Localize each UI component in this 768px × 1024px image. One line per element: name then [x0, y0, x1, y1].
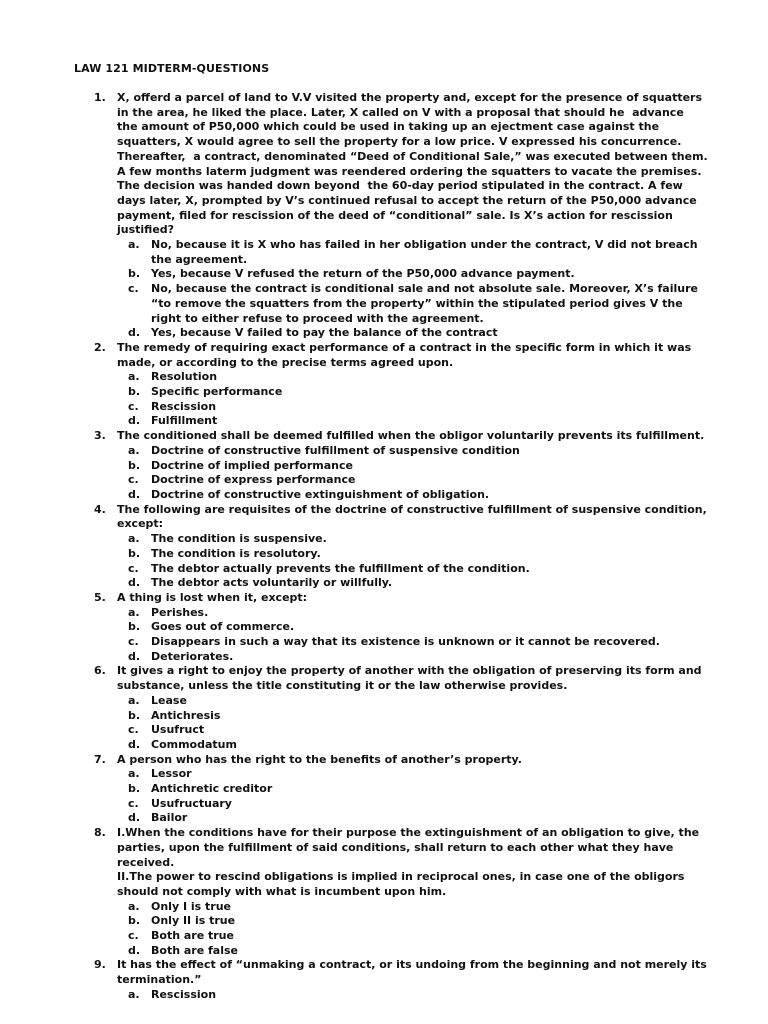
option-text: Antichretic creditor — [151, 782, 273, 796]
answer-options — [117, 694, 708, 753]
answer-option — [117, 650, 708, 665]
option-letter: c. — [128, 561, 139, 575]
question-text: X, offerd a parcel of land to V.V visited the property and, except for the presence of squatters in the area, he liked the place. Later, X called on V with a proposal that should he advance the amount of P50,000 which could be used in taking up an ejectment case against the squatters, X would agree to sell the property for a low price. V expressed his concurrence. Thereafter, a contract, denominated “Deed of Conditional Sale,” was executed between them. A few months laterm judgment was reendered ordering the squatters to vacate the premises. The decision was handed down beyond the 60-day period stipulated in the contract. A few days later, X, prompted by V’s continued refusal to accept the return of the P50,000 advance payment, filed for rescission of the deed of “conditional” sale. Is X’s action for rescission justified? — [117, 91, 716, 237]
option-letter: a. — [128, 443, 140, 457]
option-text: Yes, because V failed to pay the balance of the contract — [151, 326, 498, 340]
option-text: Fulfillment — [151, 414, 218, 428]
answer-option — [117, 576, 708, 591]
option-text: Resolution — [151, 370, 218, 384]
answer-option — [117, 267, 708, 282]
option-letter: b. — [128, 620, 141, 634]
option-letter: b. — [128, 546, 141, 560]
question-item — [0, 958, 768, 1002]
answer-option — [117, 473, 708, 488]
option-letter: b. — [128, 782, 141, 796]
question-text: It gives a right to enjoy the property of another with the obligation of preserving its form and substance, unless the title constituting it or the law otherwise provides. — [117, 664, 706, 693]
answer-option — [117, 900, 708, 915]
option-letter: c. — [128, 929, 139, 943]
answer-option — [117, 238, 708, 267]
option-text: The debtor actually prevents the fulfillment of the condition. — [151, 561, 530, 575]
answer-option — [117, 797, 708, 812]
answer-options — [117, 900, 708, 959]
document-title: LAW 121 MIDTERM-QUESTIONS — [74, 62, 270, 75]
question-text: I.When the conditions have for their purpose the extinguishment of an obligation to give, the parties, upon the fulfillment of said conditions, shall return to each other what they have received. II.The power to rescind obligations is implied in reciprocal ones, in case one of the obligors should not comply with what is incumbent upon him. — [117, 826, 700, 898]
question-item — [0, 826, 768, 958]
answer-option — [117, 488, 708, 503]
option-text: Deteriorates. — [151, 649, 234, 663]
answer-option — [117, 414, 708, 429]
option-letter: b. — [128, 267, 141, 281]
question-number: 6. — [94, 664, 106, 678]
option-letter: d. — [128, 414, 141, 428]
option-text: Specific performance — [151, 385, 283, 399]
option-text: Usufruct — [151, 723, 205, 737]
option-letter: a. — [128, 238, 140, 252]
question-item — [0, 503, 768, 591]
option-text: No, because it is X who has failed in her obligation under the contract, V did not breach the agreement. — [151, 238, 698, 266]
option-letter: b. — [128, 708, 141, 722]
option-letter: c. — [128, 399, 139, 413]
answer-option — [117, 385, 708, 400]
option-text: Antichresis — [151, 708, 221, 722]
option-letter: b. — [128, 458, 141, 472]
option-text: Doctrine of constructive extinguishment of obligation. — [151, 487, 490, 501]
option-letter: d. — [128, 943, 141, 957]
option-letter: d. — [128, 487, 141, 501]
question-item — [0, 429, 768, 503]
option-letter: d. — [128, 811, 141, 825]
answer-option — [117, 723, 708, 738]
option-letter: a. — [128, 532, 140, 546]
answer-option — [117, 709, 708, 724]
answer-option — [117, 444, 708, 459]
answer-option — [117, 635, 708, 650]
option-text: The condition is suspensive. — [151, 532, 327, 546]
option-text: Doctrine of constructive fulfillment of suspensive condition — [151, 443, 520, 457]
answer-option — [117, 782, 708, 797]
option-text: Lessor — [151, 767, 192, 781]
option-letter: c. — [128, 723, 139, 737]
option-text: Commodatum — [151, 737, 237, 751]
answer-options — [117, 532, 708, 591]
option-text: The condition is resolutory. — [151, 546, 321, 560]
option-letter: c. — [128, 282, 139, 296]
question-item — [0, 341, 768, 429]
option-text: No, because the contract is conditional sale and not absolute sale. Moreover, X’s failure “to remove the squatters from the property” within the stipulated period gives V the right to either refuse to proceed with the agreement. — [151, 282, 698, 325]
option-text: Both are true — [151, 929, 234, 943]
answer-option — [117, 944, 708, 959]
option-text: Doctrine of implied performance — [151, 458, 353, 472]
option-text: Rescission — [151, 399, 217, 413]
answer-options — [117, 606, 708, 665]
answer-option — [117, 532, 708, 547]
answer-option — [117, 606, 708, 621]
answer-option — [117, 914, 708, 929]
option-text: Disappears in such a way that its existence is unknown or it cannot be recovered. — [151, 635, 660, 649]
answer-option — [117, 370, 708, 385]
question-number: 2. — [94, 340, 106, 354]
option-text: The debtor acts voluntarily or willfully. — [151, 576, 393, 590]
answer-option — [117, 738, 708, 753]
answer-options — [117, 767, 708, 826]
option-letter: a. — [128, 767, 140, 781]
answer-option — [117, 811, 708, 826]
question-text: The conditioned shall be deemed fulfilled when the obligor voluntarily prevents its fulfillment. — [117, 429, 705, 443]
option-letter: b. — [128, 385, 141, 399]
option-text: Bailor — [151, 811, 188, 825]
option-text: Yes, because V refused the return of the P50,000 advance payment. — [151, 267, 575, 281]
question-text: A thing is lost when it, except: — [117, 590, 308, 604]
answer-option — [117, 282, 708, 326]
question-text: A person who has the right to the benefits of another’s property. — [117, 752, 522, 766]
option-text: Usufructuary — [151, 796, 232, 810]
option-text: Perishes. — [151, 605, 209, 619]
option-text: Lease — [151, 693, 187, 707]
answer-option — [117, 562, 708, 577]
answer-option — [117, 929, 708, 944]
question-item — [0, 753, 768, 827]
option-letter: d. — [128, 737, 141, 751]
question-number: 9. — [94, 958, 106, 972]
answer-options — [117, 988, 708, 1003]
option-text: Goes out of commerce. — [151, 620, 295, 634]
answer-options — [117, 238, 708, 341]
option-text: Doctrine of express performance — [151, 473, 356, 487]
option-letter: a. — [128, 987, 140, 1001]
answer-option — [117, 400, 708, 415]
option-text: Only II is true — [151, 914, 236, 928]
question-list — [0, 91, 768, 1003]
question-item — [0, 91, 768, 341]
answer-option — [117, 694, 708, 709]
question-text: It has the effect of “unmaking a contract, or its undoing from the beginning and not merely its termination.” — [117, 958, 711, 987]
option-letter: d. — [128, 326, 141, 340]
answer-option — [117, 459, 708, 474]
question-item — [0, 591, 768, 665]
question-number: 1. — [94, 91, 106, 104]
question-number: 4. — [94, 502, 106, 516]
answer-option — [117, 547, 708, 562]
answer-option — [117, 620, 708, 635]
question-item — [0, 664, 768, 752]
option-text: Both are false — [151, 943, 238, 957]
option-text: Rescission — [151, 987, 217, 1001]
option-letter: a. — [128, 899, 140, 913]
question-text: The following are requisites of the doctrine of constructive fulfillment of suspensive condition, except: — [117, 502, 711, 531]
option-letter: a. — [128, 693, 140, 707]
question-text: The remedy of requiring exact performance of a contract in the specific form in which it was made, or according to the precise terms agreed upon. — [117, 340, 696, 369]
option-text: Only I is true — [151, 899, 231, 913]
option-letter: d. — [128, 649, 141, 663]
answer-options — [117, 444, 708, 503]
option-letter: d. — [128, 576, 141, 590]
question-number: 3. — [94, 429, 106, 443]
question-number: 7. — [94, 752, 106, 766]
option-letter: c. — [128, 635, 139, 649]
answer-options — [117, 370, 708, 429]
question-number: 5. — [94, 590, 106, 604]
option-letter: a. — [128, 370, 140, 384]
answer-option — [117, 767, 708, 782]
option-letter: a. — [128, 605, 140, 619]
option-letter: c. — [128, 796, 139, 810]
answer-option — [117, 326, 708, 341]
option-letter: b. — [128, 914, 141, 928]
question-number: 8. — [94, 826, 106, 840]
answer-option — [117, 988, 708, 1003]
option-letter: c. — [128, 473, 139, 487]
